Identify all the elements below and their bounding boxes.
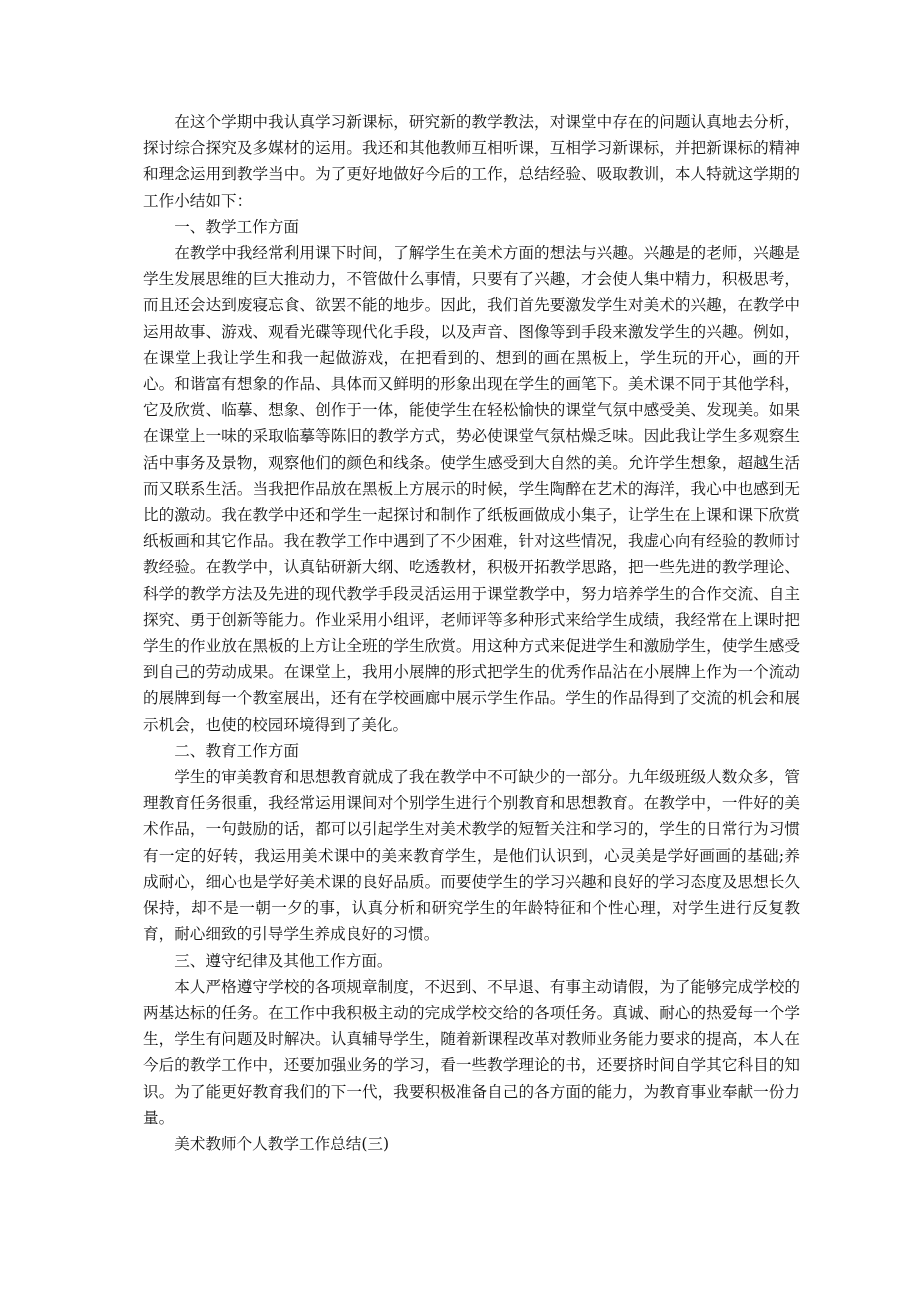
section-heading-education: 二、教育工作方面 <box>174 741 299 760</box>
section-heading-discipline: 三、遵守纪律及其他工作方面。 <box>174 951 393 970</box>
teaching-paragraph: 在教学中我经常利用课下时间，了解学生在美术方面的想法与兴趣。兴趣是的老师，兴趣是学生发展思维的巨大推动力，不管做什么事情，只要有了兴趣，才会使人集中精力，积极思考，而且还会达到废寝忘食、欲罢不能的地步。因此，我们首先要激发学生对美术的兴趣，在教学中运用故事、游戏、观看光碟等现代化手段，以及声音、图像等到手段来激发学生的兴趣。例如，在课堂上我让学生和我一起做游戏，在把看到的、想到的画在黑板上，学生玩的开心，画的开心。和谐富有想象的作品、具体而又鲜明的形象出现在学生的画笔下。美术课不同于其他学科，它及欣赏、临摹、想象、创作于一体，能使学生在轻松愉快的课堂气氛中感受美、发现美。如果在课堂上一味的采取临摹等陈旧的教学方式，势必使课堂气氛枯燥乏味。因此我让学生多观察生活中事务及景物，观察他们的颜色和线条。使学生感受到大自然的美。允许学生想象，超越生活而又联系生活。当我把作品放在黑板上方展示的时候，学生陶醉在艺术的海洋，我心中也感到无比的激动。我在教学中还和学生一起探讨和制作了纸板画做成小集子，让学生在上课和课下欣赏纸板画和其它作品。我在教学工作中遇到了不少困难，针对这些情况，我虚心向有经验的教师讨教经验。在教学中，认真钻研新大纲、吃透教材，积极开拓教学思路，把一些先进的教学理论、科学的教学方法及先进的现代教学手段灵活运用于课堂教学中，努力培养学生的合作交流、自主探究、勇于创新等能力。作业采用小组评，老师评等多种形式来给学生成绩，我经常在上课时把学生的作业放在黑板的上方让全班的学生欣赏。用这种方式来促进学生和激励学生，使学生感受到自己的劳动成果。在课堂上，我用小展牌的形式把学生的优秀作品沾在小展牌上作为一个流动的展牌到每一个教室展出，还有在学校画廊中展示学生作品。学生的作品得到了交流的机会和展示机会，也使的校园环境得到了美化。 <box>143 244 800 734</box>
document-body <box>143 109 800 1157</box>
next-article-title: 美术教师个人教学工作总结(三) <box>174 1134 390 1153</box>
intro-paragraph: 在这个学期中我认真学习新课标，研究新的教学教法，对课堂中存在的问题认真地去分析，探讨综合探究及多媒材的运用。我还和其他教师互相听课，互相学习新课标，并把新课标的精神和理念运用到教学当中。为了更好地做好今后的工作，总结经验、吸取教训，本人特就这学期的工作小结如下： <box>143 113 800 210</box>
discipline-paragraph: 本人严格遵守学校的各项规章制度，不迟到、不早退、有事主动请假，为了能够完成学校的两基达标的任务。在工作中我积极主动的完成学校交给的各项任务。真诚、耐心的热爱每一个学生，学生有问题及时解决。认真辅导学生，随着新课程改革对教师业务能力要求的提高，本人在今后的教学工作中，还要加强业务的学习，看一些教学理论的书，还要挤时间自学其它科目的知识。为了能更好教育我们的下一代，我要积极准备自己的各方面的能力，为教育事业奉献一份力量。 <box>143 977 800 1127</box>
education-paragraph: 学生的审美教育和思想教育就成了我在教学中不可缺少的一部分。九年级班级人数众多，管理教育任务很重，我经常运用课间对个别学生进行个别教育和思想教育。在教学中，一件好的美术作品，一句鼓励的话，都可以引起学生对美术教学的短暂关注和学习的，学生的日常行为习惯有一定的好转，我运用美术课中的美来教育学生，是他们认识到，心灵美是学好画画的基础;养成耐心，细心也是学好美术课的良好品质。而要使学生的学习兴趣和良好的学习态度及思想长久保持，却不是一朝一夕的事，认真分析和研究学生的年龄特征和个性心理，对学生进行反复教育，耐心细致的引导学生养成良好的习惯。 <box>143 768 800 944</box>
section-heading-teaching: 一、教学工作方面 <box>174 217 299 236</box>
